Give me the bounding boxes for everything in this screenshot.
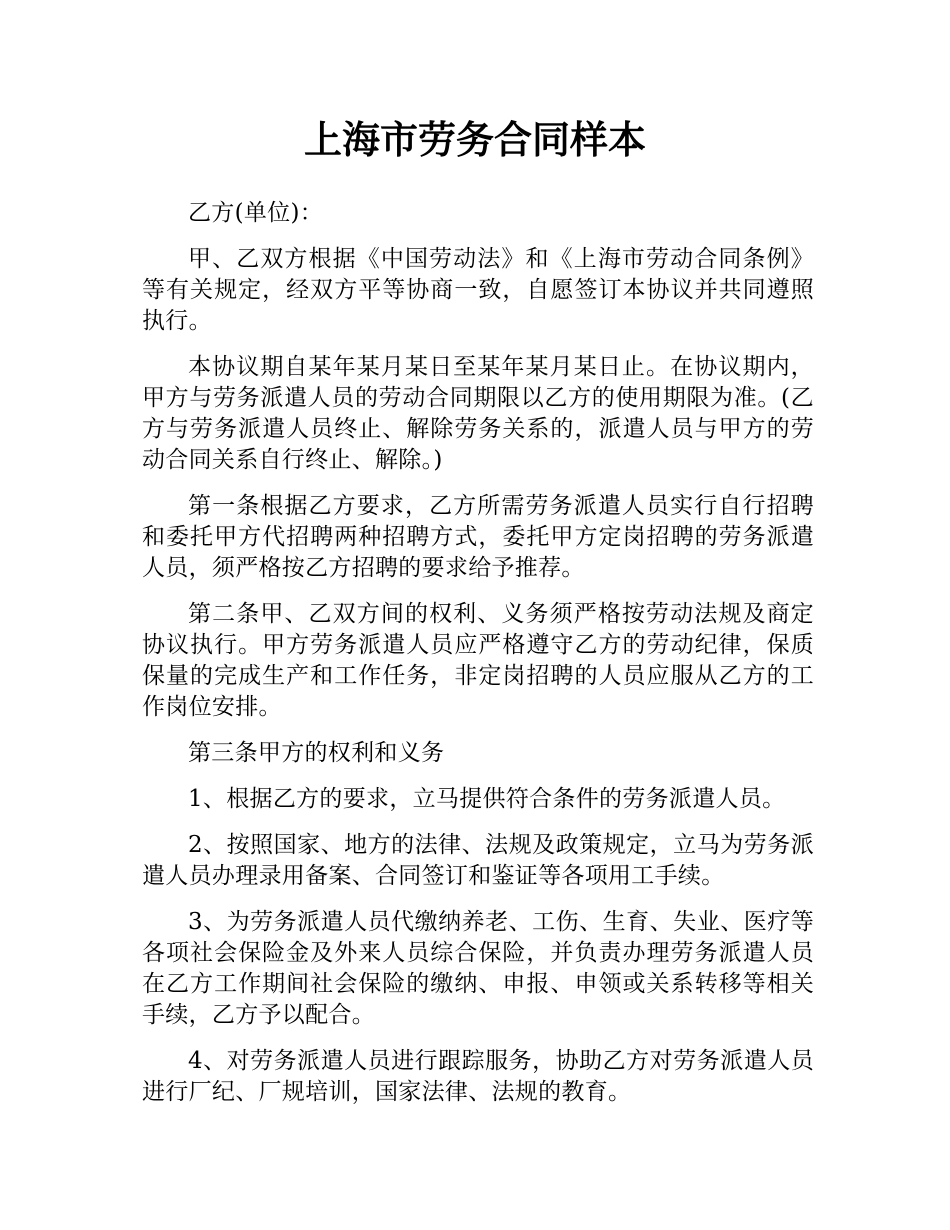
paragraph-item-1: 1、根据乙方的要求，立马提供符合条件的劳务派遣人员。 (188, 786, 786, 812)
paragraph-item-2: 2、按照国家、地方的法律、法规及政策规定，立马为劳务派遣人员办理录用备案、合同签订和鉴证等各项用工手续。 (142, 832, 814, 889)
document-body (142, 198, 814, 1123)
paragraph-term: 本协议期自某年某月某日至某年某月某日止。在协议期内，甲方与劳务派遣人员的劳动合同期限以乙方的使用期限为准。(乙方与劳务派遣人员终止、解除劳务关系的，派遣人员与甲方的劳动合同关系自行终止、解除。) (142, 354, 814, 473)
paragraph-article-3-heading: 第三条甲方的权利和义务 (188, 740, 445, 766)
document-title: 上海市劳务合同样本 (303, 118, 646, 162)
paragraph-article-1: 第一条根据乙方要求，乙方所需劳务派遣人员实行自行招聘和委托甲方代招聘两种招聘方式，委托甲方定岗招聘的劳务派遣人员，须严格按乙方招聘的要求给予推荐。 (142, 493, 814, 581)
paragraph-item-4: 4、对劳务派遣人员进行跟踪服务，协助乙方对劳务派遣人员进行厂纪、厂规培训，国家法律、法规的教育。 (142, 1048, 814, 1105)
paragraph-party-b: 乙方(单位)： (188, 200, 324, 226)
paragraph-article-2: 第二条甲、乙双方间的权利、义务须严格按劳动法规及商定协议执行。甲方劳务派遣人员应严格遵守乙方的劳动纪律，保质保量的完成生产和工作任务，非定岗招聘的人员应服从乙方的工作岗位安排。 (142, 601, 814, 720)
paragraph-item-3: 3、为劳务派遣人员代缴纳养老、工伤、生育、失业、医疗等各项社会保险金及外来人员综合保险，并负责办理劳务派遣人员在乙方工作期间社会保险的缴纳、申报、申领或关系转移等相关手续，乙方予以配合。 (142, 909, 814, 1028)
paragraph-preamble: 甲、乙双方根据《中国劳动法》和《上海市劳动合同条例》等有关规定，经双方平等协商一致，自愿签订本协议并共同遵照执行。 (142, 246, 814, 334)
